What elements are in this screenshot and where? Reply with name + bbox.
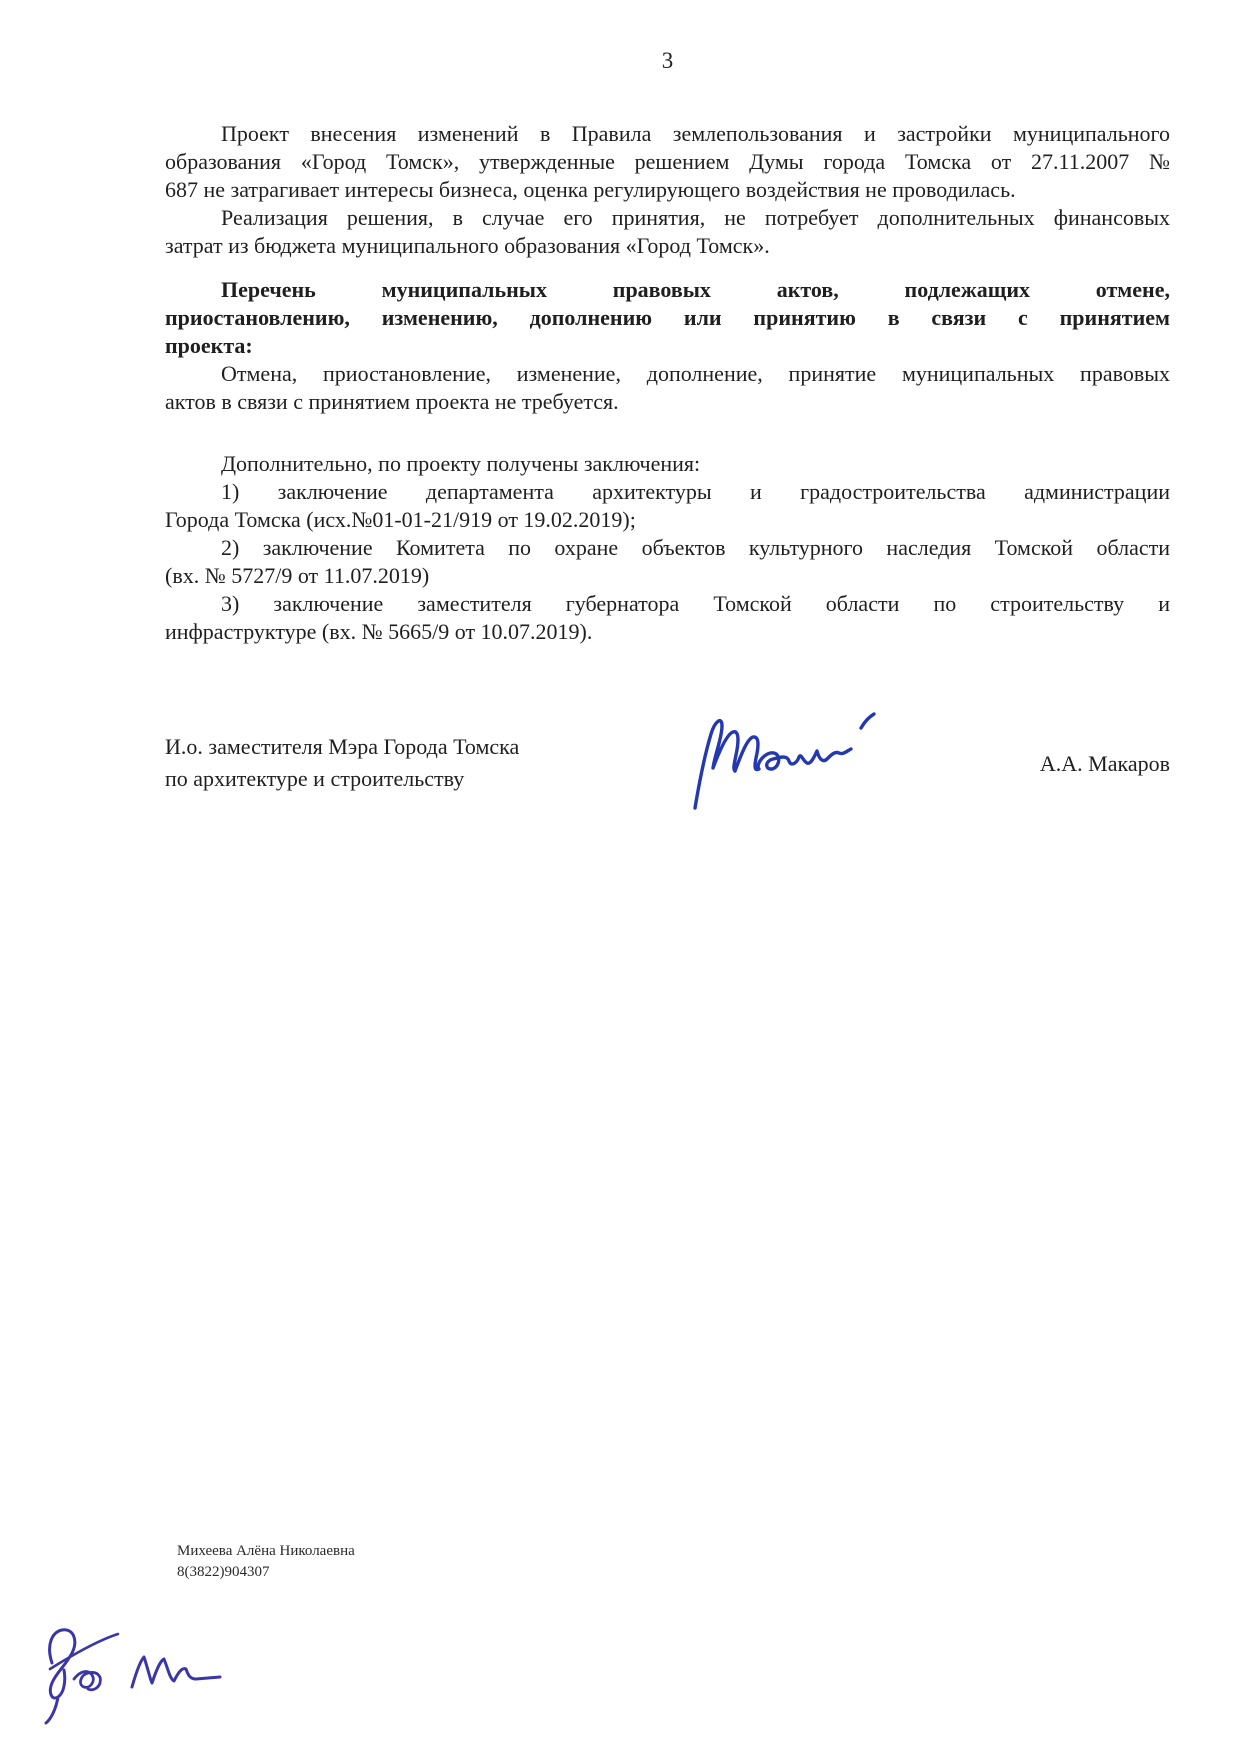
list-item-line: 3) заключение заместителя губернатора Томской области по строительству и bbox=[221, 591, 1170, 616]
paragraph-implementation bbox=[165, 204, 1170, 260]
list-item-line: 1) заключение департамента архитектуры и градостроительства администрации bbox=[221, 479, 1170, 504]
page-number: 3 bbox=[661, 48, 674, 73]
list-item-line: 2) заключение Комитета по охране объектов культурного наследия Томской области bbox=[221, 535, 1170, 560]
conclusion-item-2 bbox=[165, 534, 1170, 590]
handwritten-signature-image bbox=[688, 710, 903, 815]
paragraph-conclusions-intro bbox=[165, 450, 1170, 478]
signer-name: А.А. Макаров bbox=[1039, 751, 1170, 776]
signer-position-line: И.о. заместителя Мэра Города Томска bbox=[165, 734, 520, 759]
paragraph-line: Проект внесения изменений в Правила землепользования и застройки муниципального bbox=[221, 121, 1170, 146]
paragraph-otmena bbox=[165, 360, 1170, 416]
contact-name: Михеева Алёна Николаевна bbox=[177, 1543, 355, 1559]
paragraph-line: Дополнительно, по проекту получены заключения: bbox=[221, 451, 701, 476]
list-item-line: (вх. № 5727/9 от 11.07.2019) bbox=[165, 563, 430, 588]
conclusion-item-3 bbox=[165, 590, 1170, 646]
list-item-line: инфраструктуре (вх. № 5665/9 от 10.07.2019). bbox=[165, 619, 593, 644]
list-item-line: Города Томска (исх.№01-01-21/919 от 19.02.2019); bbox=[165, 507, 636, 532]
paragraph-line: затрат из бюджета муниципального образования «Город Томск». bbox=[165, 233, 770, 258]
section-heading-perechen bbox=[165, 276, 1170, 360]
paragraph-line: образования «Город Томск», утвержденные решением Думы города Томска от 27.11.2007 № bbox=[165, 149, 1170, 174]
conclusion-item-1 bbox=[165, 478, 1170, 534]
contact-phone: 8(3822)904307 bbox=[177, 1564, 270, 1580]
signer-position bbox=[165, 731, 519, 795]
contact-footer bbox=[177, 1541, 355, 1583]
paragraph-line: Отмена, приостановление, изменение, дополнение, принятие муниципальных правовых bbox=[221, 361, 1170, 386]
paragraph-project-changes bbox=[165, 120, 1170, 204]
heading-line: приостановлению, изменению, дополнению или принятию в связи с принятием bbox=[165, 305, 1170, 330]
heading-line: Перечень муниципальных правовых актов, подлежащих отмене, bbox=[221, 277, 1170, 302]
paragraph-line: актов в связи с принятием проекта не требуется. bbox=[165, 389, 619, 414]
heading-line: проекта: bbox=[165, 333, 253, 358]
signer-position-line: по архитектуре и строительству bbox=[165, 766, 465, 791]
paragraph-line: Реализация решения, в случае его принятия, не потребует дополнительных финансовых bbox=[221, 205, 1170, 230]
handwritten-scribble-image bbox=[20, 1615, 230, 1735]
paragraph-line: 687 не затрагивает интересы бизнеса, оценка регулирующего воздействия не проводилась. bbox=[165, 177, 1016, 202]
